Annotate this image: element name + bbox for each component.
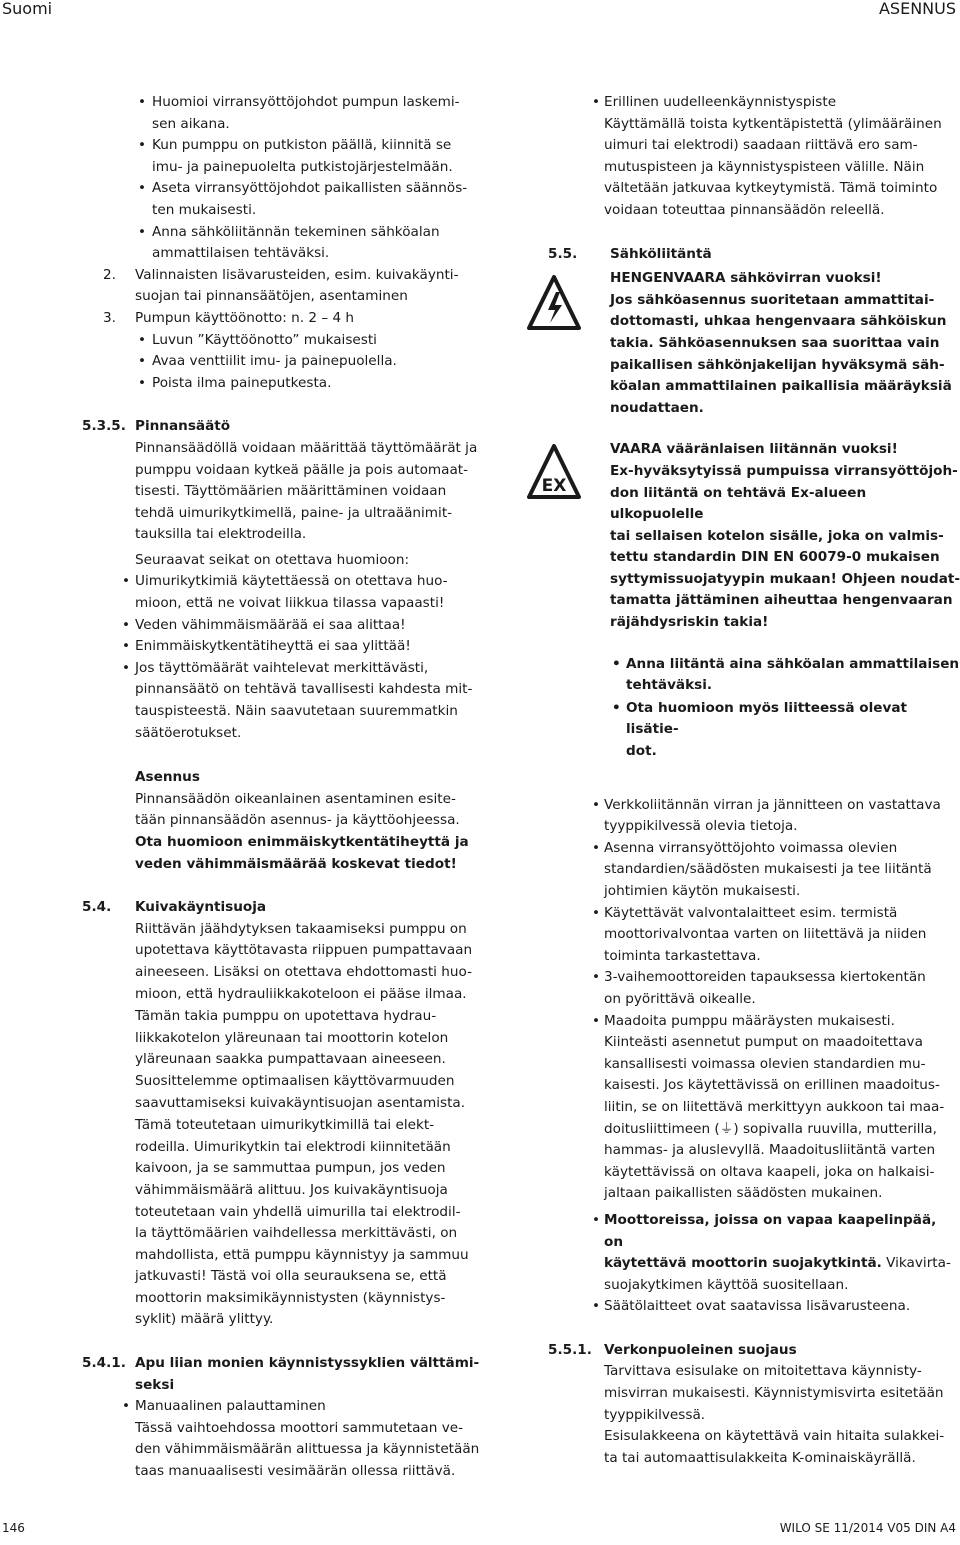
list-item: • Veden vähimmäismäärää ei saa alittaa! [82, 615, 502, 637]
list-item: • 3-vaihemoottoreiden tapauksessa kiertokentän on pyörittävä oikealle. [548, 967, 960, 1010]
list-item: • Verkkoliitännän virran ja jännitteen on vastattava tyyppikilvessä olevia tietoja. [548, 795, 960, 838]
list-item: • Avaa venttiilit imu- ja painepuolella. [82, 351, 502, 373]
section-heading-551: 5.5.1. Verkonpuoleinen suojaus [548, 1341, 797, 1358]
high-voltage-warning-icon [526, 274, 582, 332]
list-item: • Luvun ”Käyttöönotto” mukaisesti [82, 330, 502, 352]
list-item: • Aseta virransyöttöjohdot paikallisten säännös- ten mukaisesti. [82, 178, 502, 221]
list-item: • Ota huomioon myös liitteessä olevat lisätie- dot. [548, 698, 960, 763]
list-item: • Jos täyttömäärät vaihtelevat merkittävästi, pinnansäätö on tehtävä tavallisesti kahdesta mit- tauspisteestä. Näin saavutetaan suuremmatkin säätöerotukset. [82, 658, 502, 744]
ex-explosion-warning-icon [526, 443, 582, 501]
list-item: • Uimurikytkimiä käytettäessä on otettava huo- mioon, että ne voivat liikkua tilassa vapaasti! [82, 571, 502, 614]
header-section: ASENNUS [878, 0, 956, 18]
list-item: • Anna liitäntä aina sähköalan ammattilaisen tehtäväksi. [548, 654, 960, 697]
list-item: • Kun pumppu on putkiston päällä, kiinnitä se imu- ja painepuolelta putkistojärjestelmään. [82, 135, 502, 178]
paragraph: Tarvittava esisulake on mitoitettava käynnisty- misvirran mukaisesti. Käynnistymisvirta esitetään tyyppikilvessä. Esisulakkeena on käytettävä vain hitaita sulakkei- ta tai automaattisulakkeita K-ominaiskäyrällä. [604, 1363, 945, 1466]
section-heading-55: 5.5. Sähköliitäntä [548, 245, 712, 262]
list-item: • Moottoreissa, joissa on vapaa kaapelinpää, on käytettävä moottorin suojakytkintä. Vikavirta- suojakytkimen käyttöä suositellaan. [548, 1210, 960, 1296]
section-heading-535: 5.3.5. Pinnansäätö [82, 418, 231, 435]
list-item: • Maadoita pumppu määräysten mukaisesti. Kiinteästi asennetut pumput on maadoitettava kansallisesti voimassa olevien standardien mu- kaisesti. Jos käytettävissä on erillinen maadoitus- liitin, se on liitettävä merkittyyn aukkoon tai maa- doitusliittimeen (⏚) sopivalla ruuvilla, mutterilla, hammas- ja aluslevyllä. Maadoitusliitäntä varten käytettävissä on oltava kaapeli, joka on halkaisi- jaltaan paikallisten säädösten mukainen. [548, 1011, 960, 1205]
list-item: • Enimmäiskytkentätiheyttä ei saa ylittää! [82, 636, 502, 658]
warning-electric: HENGENVAARA sähkövirran vuoksi! Jos sähköasennus suoritetaan ammattitai- dottomasti, uhkaa hengenvaara sähköiskun takia. Sähköasennuksen saa suorittaa vain paikallisen sähkönjakelijan hyväksymä säh- köalan ammattilainen paikallisia määräyksiä noudattaen. [548, 268, 960, 419]
section-heading-541: 5.4.1. Apu liian monien käynnistyssyklien välttämi- seksi [82, 1355, 480, 1393]
page-header [0, 0, 960, 22]
step-3: 3. Pumpun käyttöönotto: n. 2 – 4 h [103, 309, 355, 326]
list-item: • Asenna virransyöttöjohto voimassa olevien standardien/säädösten mukaisesti ja tee liitäntä johtimien käytön mukaisesti. [548, 838, 960, 903]
list-item: • Säätölaitteet ovat saatavissa lisävarusteena. [548, 1296, 960, 1318]
document-id: WILO SE 11/2014 V05 DIN A4 [779, 1521, 956, 1535]
list-item: • Huomioi virransyöttöjohdot pumpun laskemi- sen aikana. [82, 92, 502, 135]
paragraph: Tässä vaihtoehdossa moottori sammutetaan ve- den vähimmäismäärän alittuessa ja käynnistetään taas manuaalisesti vesimäärän ollessa riittävä. [135, 1419, 480, 1480]
list-item: • Erillinen uudelleenkäynnistyspiste Käyttämällä toista kytkentäpistettä (ylimääräinen uimuri tai elektrodi) saadaan riittävä ero sam- mutuspisteen ja käynnistyspisteen välille. Näin vältetään jatkuvaa kytkeytymistä. Tämä toiminto voidaan toteuttaa pinnansäädön releellä. [548, 92, 960, 222]
list-item: • Anna sähköliitännän tekeminen sähköalan ammattilaisen tehtäväksi. [82, 222, 502, 265]
page-footer [0, 1515, 960, 1545]
right-column [541, 92, 960, 1469]
header-language: Suomi [2, 0, 53, 18]
list-item: • Poista ilma paineputkesta. [82, 373, 502, 395]
left-column [82, 92, 502, 1483]
installation-note: Asennus Pinnansäädön oikeanlainen asentaminen esite- tään pinnansäädön asennus- ja käyttöohjeessa. Ota huomioon enimmäiskytkentätiheyttä ja veden vähimmäismäärää koskevat tiedot! [135, 769, 469, 872]
list-item: • Käytettävät valvontalaitteet esim. termistä moottorivalvontaa varten on liitettävä ja niiden toiminta tarkastettava. [548, 903, 960, 968]
paragraph: Pinnansäädöllä voidaan määrittää täyttömäärät ja pumppu voidaan kytkeä päälle ja pois automaat- tisesti. Täyttömäärien määrittäminen voidaan tehdä uimurikytkimellä, paine- ja ultraäänimit- tauksilla tai elektrodeilla. Seuraavat seikat on otettava huomioon: [135, 439, 478, 568]
warning-ex: EX VAARA vääränlaisen liitännän vuoksi! Ex-hyväksytyissä pumpuissa virransyöttöjoh- don liitäntä on tehtävä Ex-alueen ulkopuolelle tai sellaisen kotelon sisälle, joka on valmis- tettu standardin DIN EN 60079-0 mukaisen syttymissuojatyypin mukaan! Ohjeen noudat- tamatta jättäminen aiheuttaa hengenvaaran räjähdysriskin takia! [548, 439, 960, 633]
page-number: 146 [2, 1521, 25, 1535]
list-item: • Manuaalinen palauttaminen [82, 1396, 502, 1418]
section-heading-54: 5.4. Kuivakäyntisuoja [82, 899, 267, 916]
paragraph: Riittävän jäähdytyksen takaamiseksi pumppu on upotettava käyttötavasta riippuen pumpattavaan aineeseen. Lisäksi on otettava ehdottomasti huo- mioon, että hydrauliikkakoteloon ei pääse ilmaa. Tämän takia pumppu on upotettava hydrau- liikkakotelon yläreunaan tai moottorin kotelon yläreunaan saakka pumpattavaan aineeseen. Suosittelemme optimaalisen käyttövarmuuden saavuttamiseksi kuivakäyntisuojan asentamista. Tämä toteutetaan uimurikytkimillä tai elekt- rodeilla. Uimurikytkin tai elektrodi kiinnitetään kaivoon, ja se sammuttaa pumpun, jos veden vähimmäismäärä alittuu. Jos kuivakäyntisuoja toteutetaan vain yhdellä uimurilla tai elektrodil- la täyttömäärien vaihdellessa merkittävästi, on mahdollista, että pumppu käynnistyy ja sammuu jatkuvasti! Tästä voi olla seurauksena se, että moottorin maksimikäynnistysten (käynnistys- syklit) määrä ylittyy. [135, 920, 473, 1328]
svg-text:EX: EX [541, 476, 567, 497]
step-2: 2. Valinnaisten lisävarusteiden, esim. kuivakäynti- suojan tai pinnansäätöjen, asentaminen [103, 266, 459, 305]
